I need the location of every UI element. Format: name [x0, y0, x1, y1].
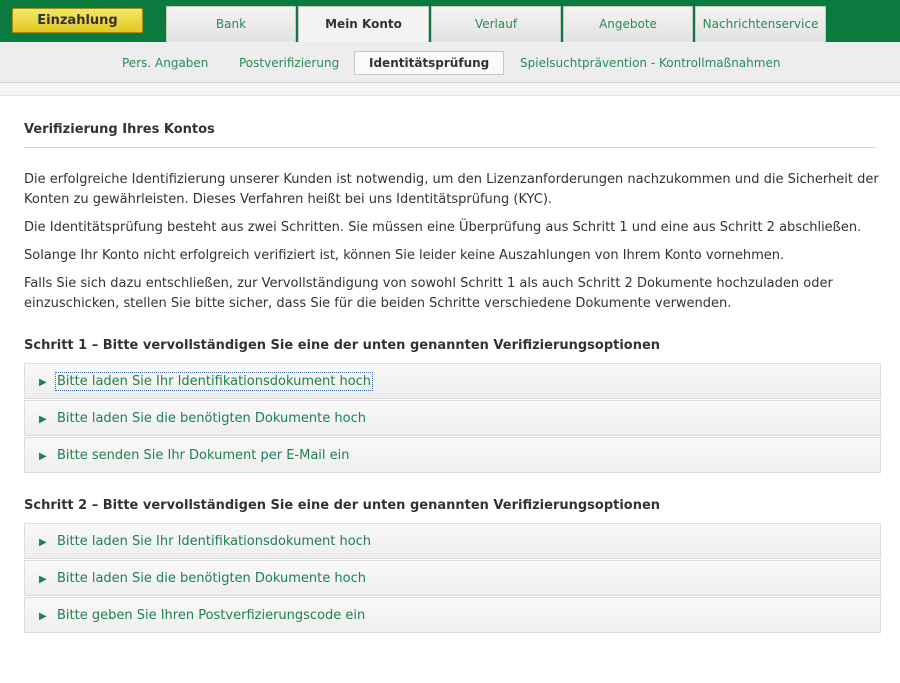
triangle-right-icon: ▶ [39, 574, 47, 585]
title-divider [24, 147, 877, 148]
option-label: Bitte laden Sie die benötigten Dokumente hoch [57, 411, 366, 426]
intro-paragraph-4: Falls Sie sich dazu entschließen, zur Vervollständigung von sowohl Schritt 1 als auch Schritt 2 Dokumente hochzuladen oder einzuschicken, stellen Sie bitte sicher, dass Sie für die beiden Schritte verschiedene Dokumente verwenden. [24, 276, 833, 311]
page-title: Verifizierung Ihres Kontos [24, 122, 215, 137]
step1-option-documents-upload[interactable] [24, 400, 881, 436]
option-label: Bitte geben Sie Ihren Postverfizierungscode ein [57, 608, 366, 623]
triangle-right-icon: ▶ [39, 377, 47, 388]
step2-option-documents-upload[interactable] [24, 560, 881, 596]
option-label: Bitte laden Sie die benötigten Dokumente hoch [57, 571, 366, 586]
step2-option-post-code[interactable] [24, 597, 881, 633]
tab-verlauf[interactable]: Verlauf [431, 6, 561, 42]
subtab-identitaetspruefung[interactable]: Identitätsprüfung [354, 51, 504, 75]
step2-options [24, 523, 881, 633]
triangle-right-icon: ▶ [39, 414, 47, 425]
separator-band [0, 83, 900, 96]
top-navigation [0, 0, 900, 42]
step1-option-email[interactable] [24, 437, 881, 473]
tab-mein-konto[interactable]: Mein Konto [298, 6, 429, 42]
intro-paragraph-2: Die Identitätsprüfung besteht aus zwei Schritten. Sie müssen eine Überprüfung aus Schritt 1 und eine aus Schritt 2 abschließen. [24, 220, 862, 235]
option-label: Bitte senden Sie Ihr Dokument per E-Mail ein [57, 448, 350, 463]
tab-nachrichtenservice[interactable]: Nachrichtenservice [695, 6, 826, 42]
intro-paragraph-1: Die erfolgreiche Identifizierung unserer Kunden ist notwendig, um den Lizenzanforderungen nachzukommen und die Sicherheit der Konten zu gewährleisten. Dieses Verfahren heißt bei uns Identitätsprüfung (KYC). [24, 172, 879, 207]
step1-option-id-upload[interactable] [24, 363, 881, 399]
step2-heading: Schritt 2 – Bitte vervollständigen Sie eine der unten genannten Verifizierungsoptionen [24, 498, 661, 513]
tab-bank[interactable]: Bank [166, 6, 296, 42]
step1-heading: Schritt 1 – Bitte vervollständigen Sie eine der unten genannten Verifizierungsoptionen [24, 338, 661, 353]
option-label: Bitte laden Sie Ihr Identifikationsdokument hoch [57, 374, 372, 389]
option-label: Bitte laden Sie Ihr Identifikationsdokument hoch [57, 534, 372, 549]
deposit-button[interactable]: Einzahlung [12, 8, 143, 33]
subtab-spielsuchtpraevention[interactable]: Spielsuchtprävention - Kontrollmaßnahmen [520, 56, 781, 70]
subtab-pers-angaben[interactable]: Pers. Angaben [122, 56, 209, 70]
main-content [0, 122, 900, 633]
sub-navigation [0, 42, 900, 83]
triangle-right-icon: ▶ [39, 451, 47, 462]
tab-angebote[interactable]: Angebote [563, 6, 693, 42]
intro-paragraph-3: Solange Ihr Konto nicht erfolgreich verifiziert ist, können Sie leider keine Auszahlungen von Ihrem Konto vornehmen. [24, 248, 785, 263]
subtab-postverifizierung[interactable]: Postverifizierung [239, 56, 340, 70]
step1-options [24, 363, 881, 473]
triangle-right-icon: ▶ [39, 537, 47, 548]
step2-option-id-upload[interactable] [24, 523, 881, 559]
triangle-right-icon: ▶ [39, 611, 47, 622]
